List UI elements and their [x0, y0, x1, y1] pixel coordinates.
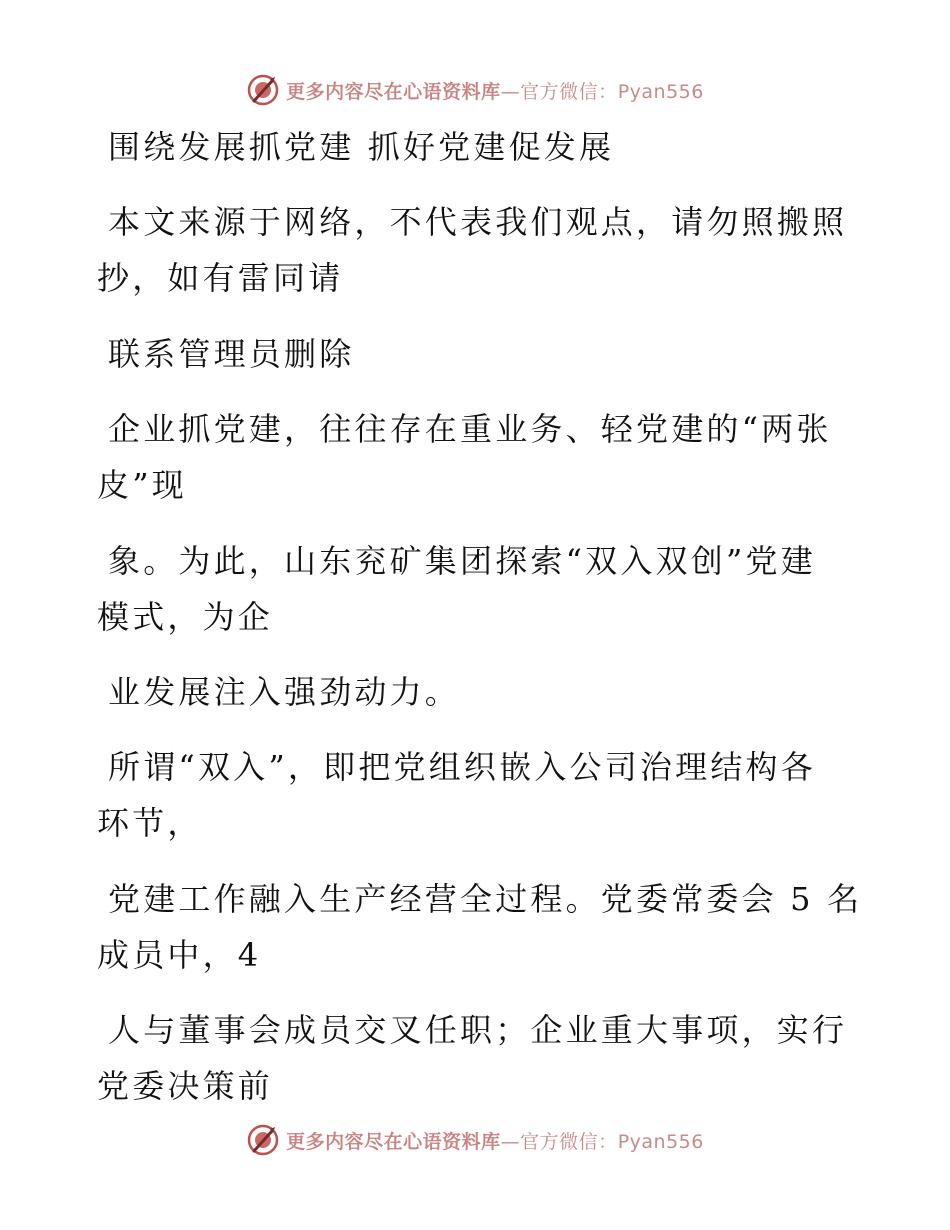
pen-logo-icon	[246, 73, 280, 107]
footer-watermark	[0, 1120, 950, 1160]
body-line: 人与董事会成员交叉任职；企业重大事项，实行	[108, 1011, 848, 1049]
watermark-wechat-id: Pyan556	[617, 1130, 704, 1153]
watermark-group	[246, 1123, 704, 1157]
watermark-wechat-id: Pyan556	[617, 80, 704, 103]
body-line: 业发展注入强劲动力。	[108, 673, 461, 711]
body-line: 抄，如有雷同请	[97, 259, 344, 297]
header-watermark	[0, 70, 950, 110]
watermark-site: 更多内容尽在心语资料库	[286, 80, 501, 103]
watermark-text	[286, 1127, 704, 1154]
body-line: 成员中，4	[97, 936, 262, 974]
body-line: 环节，	[97, 804, 203, 842]
body-line: 联系管理员删除	[108, 335, 355, 373]
watermark-site: 更多内容尽在心语资料库	[286, 1130, 501, 1153]
pen-logo-icon	[246, 1123, 280, 1157]
body-line: 所谓“双入”，即把党组织嵌入公司治理结构各	[108, 748, 816, 786]
body-line: 党建工作融入生产经营全过程。党委常委会 5 名	[108, 880, 863, 918]
watermark-dash: —	[500, 1130, 521, 1153]
watermark-wechat-label: 官方微信：	[520, 80, 618, 103]
body-line: 本文来源于网络，不代表我们观点，请勿照搬照	[108, 203, 848, 241]
body-line: 企业抓党建，往往存在重业务、轻党建的“两张	[108, 410, 832, 448]
document-title: 围绕发展抓党建 抓好党建促发展	[108, 128, 615, 166]
body-line: 模式，为企	[97, 598, 274, 636]
watermark-wechat-label: 官方微信：	[520, 1130, 618, 1153]
body-line: 皮”现	[97, 466, 187, 504]
body-line: 党委决策前	[97, 1067, 274, 1105]
watermark-group	[246, 73, 704, 107]
watermark-dash: —	[500, 80, 521, 103]
watermark-text	[286, 77, 704, 104]
body-line: 象。为此，山东兖矿集团探索“双入双创”党建	[108, 542, 816, 580]
